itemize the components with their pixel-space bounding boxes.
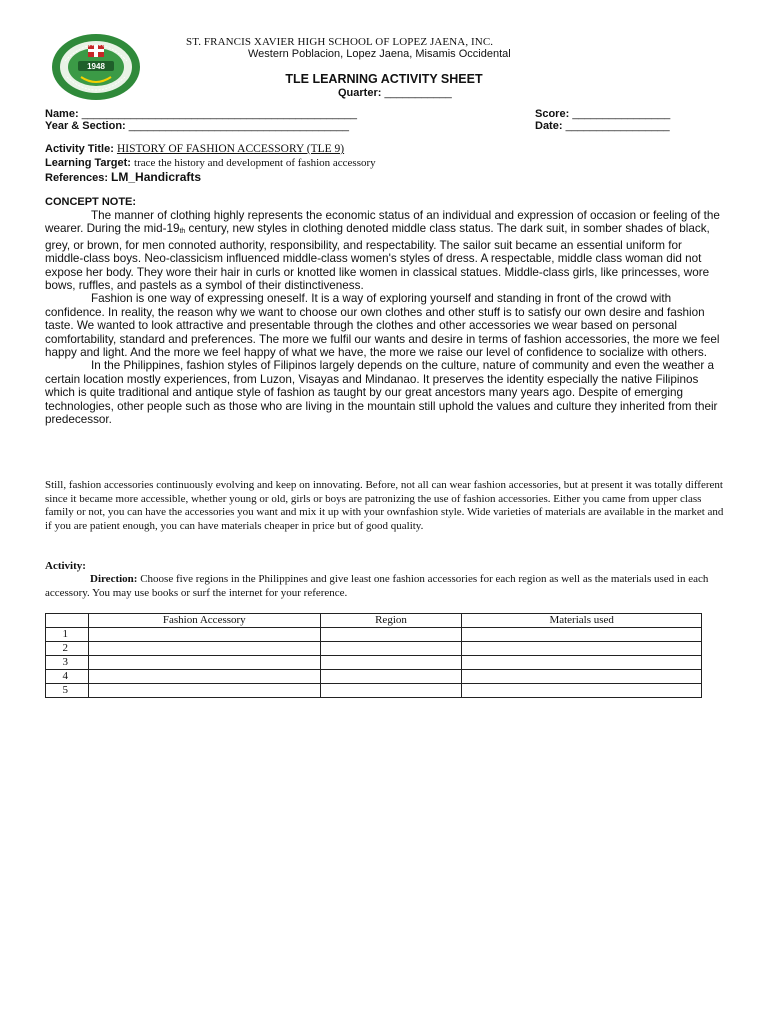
table-header-materials-used: Materials used	[462, 614, 702, 628]
learning-target-line	[45, 157, 376, 169]
activity-title-value: HISTORY OF FASHION ACCESSORY (TLE 9)	[116, 143, 345, 155]
direction-text: Choose five regions in the Philippines and give least one fashion accessories for each region as well as the materials used in each accessory. You may use books or surf the internet for your reference.	[45, 573, 709, 599]
activity-title-line	[45, 143, 344, 155]
region-cell[interactable]	[320, 684, 462, 698]
fashion-accessory-cell[interactable]	[88, 684, 320, 698]
references-line	[45, 170, 201, 184]
concept-paragraph-2: Fashion is one way of expressing oneself. It is a way of exploring yourself and standing in front of the crowd with confidence. In reality, the reason why we want to choose our own clothes and other stuff is to satisfy our own desire and fashion taste. We wanted to look attractive and presentable through the clothes and other accessories we wear based on personal comfortability, standard and preferences. The more we fulfil our wants and desire in terms of fashion accessories, the more we feel happy and light. And the more we feel happy of what we have, the more we raise our level of confidence to socialize with others.	[45, 292, 720, 360]
materials-used-cell[interactable]	[462, 684, 702, 698]
score-field	[535, 108, 670, 120]
row-number: 1	[46, 628, 89, 642]
materials-used-cell[interactable]	[462, 656, 702, 670]
quarter-label: Quarter:	[338, 87, 382, 99]
references-value: LM_Handicrafts	[111, 170, 202, 184]
table-header-fashion-accessory: Fashion Accessory	[88, 614, 320, 628]
activity-table	[45, 613, 702, 698]
date-blank[interactable]: _________________	[565, 120, 670, 132]
materials-used-cell[interactable]	[462, 642, 702, 656]
learning-target-label: Learning Target:	[45, 157, 131, 169]
score-label: Score:	[535, 108, 570, 120]
name-field	[45, 108, 357, 120]
region-cell[interactable]	[320, 656, 462, 670]
concept-paragraph-4: Still, fashion accessories continuously evolving and keep on innovating. Before, not all can wear fashion accessories, but at present it was totally different since it became more accessible, whether young or old, girls or boys are patronizing the use of fashion accessories. Either you came from upper class family or not, you can have the accessories you want and mix it up with your ownfashion style. Wide varieties of materials are available in the market and if you are patient enough, you can have materials cheaper in price but of good quality.	[45, 479, 724, 532]
name-label: Name:	[45, 108, 79, 120]
year-section-blank[interactable]: ____________________________________	[128, 120, 350, 132]
fashion-accessory-cell[interactable]	[88, 656, 320, 670]
table-header-number	[46, 614, 89, 628]
concept-paragraphs	[45, 209, 721, 427]
year-section-field	[45, 120, 349, 132]
concept-paragraph-1: The manner of clothing highly represents the economic status of an individual and expression of occasion or feeling of the wearer. During the mid-19th century, new styles in clothing denoted middle class status. The dark suit, in somber shades of black, grey, or brown, for men connoted authority, responsibility, and respectability. The sailor suit became an essential uniform for middle-class boys. Neo-classicism influenced middle-class women's styles of dress. A respectable, middle class woman did not expose her body. They wore their hair in curls or knotted like women in classical statues. Middle-class girls, like princesses, wore bows, ruffles, and pastels as a symbol of their distinctiveness.	[45, 209, 720, 293]
fashion-accessory-cell[interactable]	[88, 670, 320, 684]
fashion-accessory-cell[interactable]	[88, 642, 320, 656]
quarter-blank: ___________	[384, 87, 452, 99]
table-row	[46, 628, 702, 642]
materials-used-cell[interactable]	[462, 628, 702, 642]
row-number: 2	[46, 642, 89, 656]
school-seal-logo	[51, 33, 141, 101]
region-cell[interactable]	[320, 670, 462, 684]
references-label: References:	[45, 172, 108, 184]
concept-paragraph-3: In the Philippines, fashion styles of Filipinos largely depends on the culture, nature of community and even the weather a certain location mostly experiences, from Luzon, Visayas and Mindanao. It preserves the identity especially the native Filipinos which is quite traditional and antique style of fashion as taught by our great ancestors many years ago. Despite of emerging technologies, other people such as those who are living in the mountain still uphold the values and culture they inherited from their predecessor.	[45, 359, 718, 427]
svg-text:1948: 1948	[87, 62, 105, 71]
table-row	[46, 684, 702, 698]
quarter-field	[338, 87, 452, 99]
school-address: Western Poblacion, Lopez Jaena, Misamis Occidental	[248, 48, 511, 60]
table-row	[46, 656, 702, 670]
region-cell[interactable]	[320, 628, 462, 642]
score-blank[interactable]: ________________	[572, 108, 671, 120]
fashion-accessory-cell[interactable]	[88, 628, 320, 642]
concept-note-heading: CONCEPT NOTE:	[45, 196, 137, 208]
table-row	[46, 642, 702, 656]
table-row	[46, 670, 702, 684]
date-label: Date:	[535, 120, 563, 132]
materials-used-cell[interactable]	[462, 670, 702, 684]
date-field	[535, 120, 670, 132]
name-blank[interactable]: _____________________________________________	[81, 108, 357, 120]
table-header-region: Region	[320, 614, 462, 628]
activity-direction	[45, 573, 715, 600]
region-cell[interactable]	[320, 642, 462, 656]
table-header-row	[46, 614, 702, 628]
row-number: 5	[46, 684, 89, 698]
year-section-label: Year & Section:	[45, 120, 126, 132]
sheet-title: TLE LEARNING ACTIVITY SHEET	[285, 72, 483, 86]
row-number: 3	[46, 656, 89, 670]
school-name: ST. FRANCIS XAVIER HIGH SCHOOL OF LOPEZ JAENA, INC.	[186, 36, 494, 48]
direction-label: Direction:	[90, 573, 138, 585]
activity-heading: Activity:	[45, 560, 86, 572]
activity-title-label: Activity Title:	[45, 143, 114, 155]
learning-target-value: trace the history and development of fashion accessory	[134, 157, 376, 169]
row-number: 4	[46, 670, 89, 684]
